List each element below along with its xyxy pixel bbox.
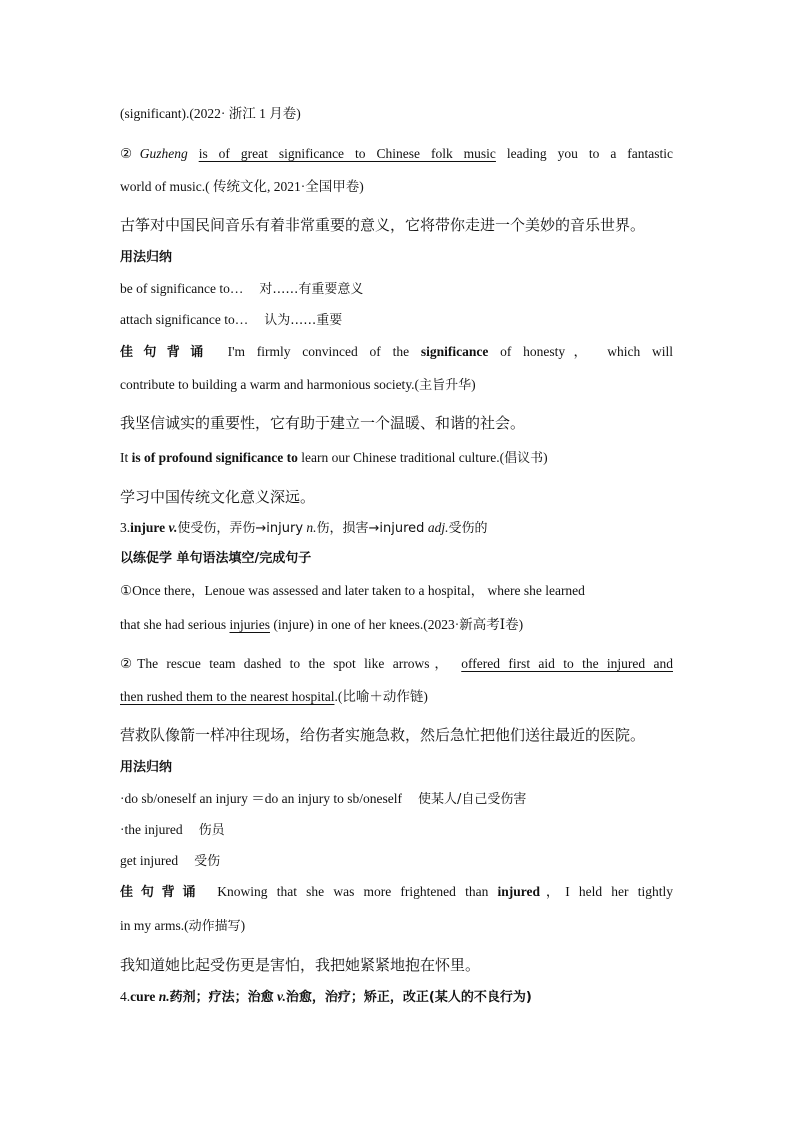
section-label: 佳句背诵 bbox=[120, 345, 214, 360]
keyword-italic: Guzheng bbox=[139, 146, 188, 161]
answer-blank: then rushed them to the nearest hospital bbox=[120, 689, 335, 704]
text: ) bbox=[543, 450, 548, 465]
meaning: 对……有重要意义 bbox=[259, 282, 364, 297]
heading: 以练促学 单句语法填空/完成句子 bbox=[120, 551, 312, 566]
text: ) bbox=[471, 377, 476, 392]
phrase: attach significance to… bbox=[120, 312, 249, 327]
usage-summary-heading-2 bbox=[120, 760, 172, 776]
tag: 倡议书 bbox=[504, 451, 544, 466]
text: (injure) in one of her knees.(2023·新高考Ⅰ卷) bbox=[273, 617, 524, 632]
answer-blank: offered first aid to the injured and bbox=[461, 656, 673, 671]
tag: 动作描写 bbox=[188, 919, 241, 934]
practice-2-line-2 bbox=[120, 689, 428, 705]
example-2-translation bbox=[120, 216, 645, 234]
phrase: get injured bbox=[120, 853, 179, 868]
text: 治愈，治疗；矫正，改正(某人的不良行为) bbox=[285, 990, 532, 1005]
phrase: be of significance to… bbox=[120, 281, 244, 296]
usage-item-4 bbox=[120, 822, 225, 839]
meaning: 认为……重要 bbox=[264, 313, 343, 328]
memorize-translation bbox=[120, 414, 525, 432]
example-3 bbox=[120, 450, 548, 467]
phrase: ·do sb/oneself an injury ＝do an injury to sb/oneself bbox=[120, 791, 402, 806]
text: ，I held her tightly bbox=[540, 884, 673, 899]
circle-number: ② bbox=[120, 146, 140, 161]
text: ②The rescue team dashed to the spot like arrows， bbox=[120, 656, 453, 671]
headword: cure bbox=[130, 989, 156, 1004]
text: world of music.( 传统文化, 2021·全国甲卷) bbox=[120, 179, 364, 194]
practice-2-translation bbox=[120, 726, 645, 744]
practice-heading bbox=[120, 551, 311, 567]
usage-item-2 bbox=[120, 312, 342, 329]
keyword-bold: significance bbox=[420, 344, 489, 359]
text: 学习中国传统文化意义深远。 bbox=[120, 488, 316, 506]
example-2-line-1 bbox=[120, 146, 673, 162]
answer-blank: is of great significance to Chinese folk music bbox=[198, 146, 496, 161]
example-1-source bbox=[120, 106, 301, 122]
part-of-speech: v. bbox=[168, 520, 178, 535]
example-3-translation bbox=[120, 488, 315, 506]
memorize-line-2 bbox=[120, 377, 476, 394]
part-of-speech: n. bbox=[158, 989, 170, 1004]
tag: 主旨升华 bbox=[419, 378, 472, 393]
section-label: 佳句背诵 bbox=[120, 885, 204, 900]
practice-2-line-1 bbox=[120, 656, 673, 672]
text: in my arms.( bbox=[120, 918, 189, 933]
text: It bbox=[120, 450, 129, 465]
text: of honesty， which will bbox=[500, 344, 673, 359]
text: 我坚信诚实的重要性，它有助于建立一个温暖、和谐的社会。 bbox=[120, 414, 526, 432]
entry-4-heading bbox=[120, 989, 532, 1006]
memorize-line-1 bbox=[120, 344, 673, 361]
text: 受伤的 bbox=[448, 521, 488, 536]
headword: injure bbox=[130, 520, 166, 535]
keyword-bold: injured bbox=[497, 884, 541, 899]
usage-item-1 bbox=[120, 281, 363, 298]
text: leading you to a fantastic bbox=[506, 146, 674, 161]
phrase: ·the injured bbox=[120, 822, 183, 837]
text: 药剂；疗法；治愈 bbox=[169, 990, 274, 1005]
memorize-2-line-1 bbox=[120, 884, 673, 901]
text: 使受伤，弄伤→injury bbox=[177, 521, 304, 536]
text: 古筝对中国民间音乐有着非常重要的意义，它将带你走进一个美妙的音乐世界。 bbox=[120, 216, 646, 234]
text: 伤，损害→injured bbox=[316, 521, 425, 536]
meaning: 受伤 bbox=[194, 854, 221, 869]
heading: 用法归纳 bbox=[120, 250, 173, 265]
answer-blank: injuries bbox=[229, 617, 270, 632]
text: I'm firmly convinced of the bbox=[227, 344, 410, 359]
text: Knowing that she was more frightened than bbox=[217, 884, 489, 899]
usage-item-5 bbox=[120, 853, 220, 870]
text: that she had serious bbox=[120, 617, 227, 632]
text: 我知道她比起受伤更是害怕，我把她紧紧地抱在怀里。 bbox=[120, 956, 481, 974]
entry-3-heading bbox=[120, 520, 487, 537]
memorize-2-line-2 bbox=[120, 918, 245, 935]
meaning: 使某人/自己受伤害 bbox=[417, 792, 527, 807]
text: contribute to building a warm and harmonious society.( bbox=[120, 377, 420, 392]
text: 营救队像箭一样冲往现场，给伤者实施急救，然后急忙把他们送往最近的医院。 bbox=[120, 726, 646, 744]
text: ) bbox=[240, 918, 246, 933]
memorize-2-translation bbox=[120, 956, 480, 974]
text: .(比喻＋动作链) bbox=[334, 689, 428, 704]
keyword-bold: is of profound significance to bbox=[131, 450, 298, 465]
usage-summary-heading bbox=[120, 250, 172, 266]
entry-number: 4. bbox=[120, 989, 131, 1004]
text: ①Once there，Lenoue was assessed and later taken to a hospital， where she learned bbox=[120, 583, 585, 598]
heading: 用法归纳 bbox=[120, 760, 173, 775]
text: learn our Chinese traditional culture.( bbox=[301, 450, 505, 465]
part-of-speech: n. bbox=[306, 520, 317, 535]
part-of-speech: v. bbox=[277, 989, 286, 1004]
part-of-speech: adj. bbox=[427, 520, 449, 535]
meaning: 伤员 bbox=[198, 823, 225, 838]
example-2-line-2 bbox=[120, 179, 364, 195]
usage-item-3 bbox=[120, 791, 526, 808]
practice-1-line-1 bbox=[120, 583, 585, 599]
practice-1-line-2 bbox=[120, 617, 523, 633]
entry-number: 3. bbox=[120, 520, 131, 535]
text: (significant).(2022· 浙江 1 月卷) bbox=[120, 106, 301, 121]
